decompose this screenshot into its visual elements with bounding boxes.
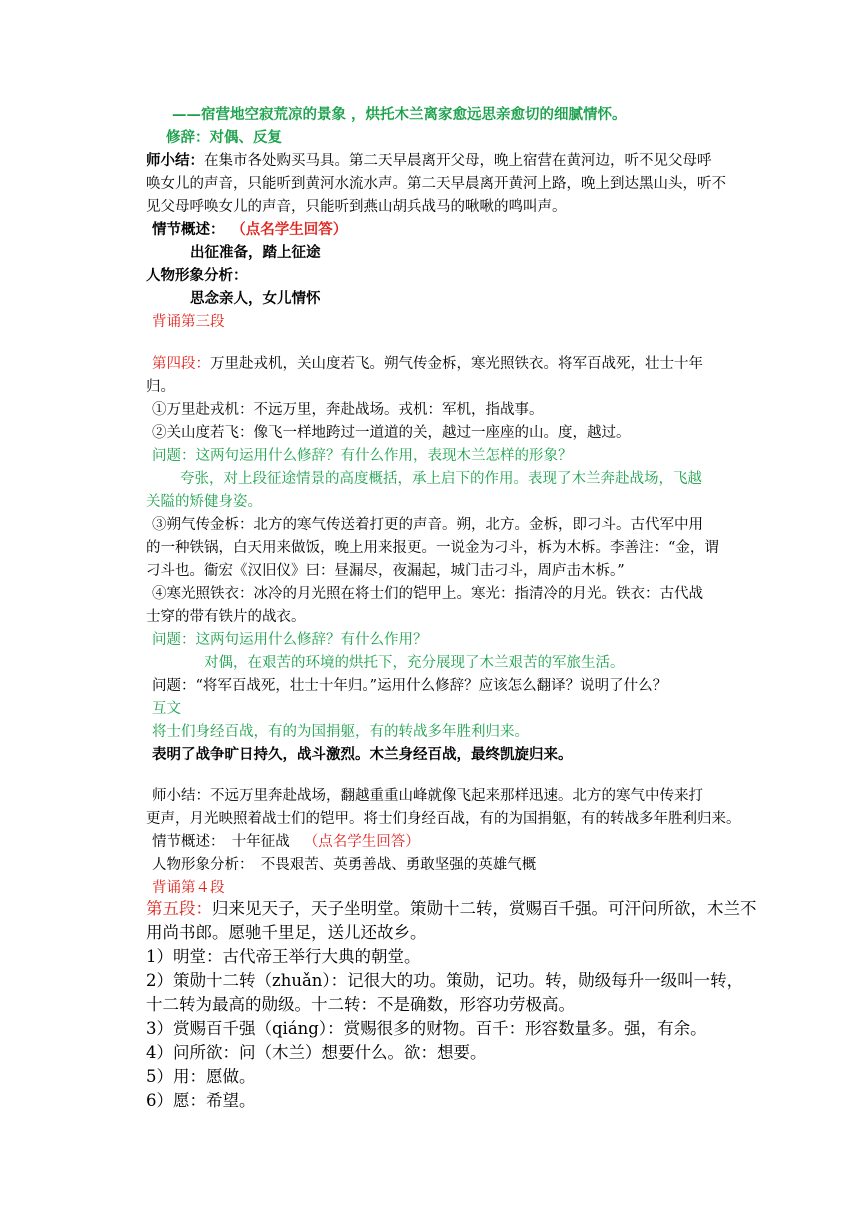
paragraph-line: 更声，月光映照着战士们的铠甲。将士们身经百战，有的为国捐躯，有的转战多年胜利归来。 (146, 811, 741, 827)
annotation-line: ④寒光照铁衣：冰冷的月光照在将士们的铠甲上。寒光：指清冷的月光。铁衣：古代战 (152, 586, 703, 602)
annotation-line: 5）用：愿做。 (146, 1067, 256, 1086)
annotation-line: ①万里赴戎机：不远万里，奔赴战场。戎机：军机，指战事。 (152, 402, 544, 418)
annotation-line: 刁斗也。衞宏《汉旧仪》曰：昼漏尽，夜漏起，城门击刁斗，周庐击木柝。” (146, 563, 625, 579)
rhetoric-line: 修辞：对偶、反复 (166, 129, 282, 146)
annotation-line: 士穿的带有铁片的战衣。 (146, 609, 306, 625)
character-analysis-label: 人物形象分析： (146, 267, 248, 284)
annotation-line: ③朔气传金柝：北方的寒气传送着打更的声音。朔，北方。金柝，即刁斗。古代军中用 (152, 517, 703, 533)
paragraph-line: 用尚书郎。愿驰千里足，送儿还故乡。 (146, 923, 427, 942)
summary-line: ——宿营地空寂荒凉的景象 ，烘托木兰离家愈远思亲愈切的细腻情怀。 (172, 106, 627, 123)
annotation-line: ②关山度若飞：像飞一样地跨过一道道的关，越过一座座的山。度，越过。 (152, 425, 631, 441)
question-line: 问题：这两句运用什么修辞？有什么作用？ (152, 632, 428, 648)
annotation-line: 3）赏赐百千强（qiáng）：赏赐很多的财物。百千：形容数量多。强，有余。 (146, 1019, 707, 1038)
plot-summary-note: （点名学生回答） (303, 834, 420, 850)
teacher-summary-line (146, 150, 712, 172)
section-four-text: 万里赴戎机，关山度若飞。朔气传金柝，寒光照铁衣。将军百战死，壮士十年 (210, 356, 703, 372)
annotation-line: 4）问所欲：问（木兰）想要什么。欲：想要。 (146, 1043, 487, 1062)
section-five-label: 第五段： (146, 899, 212, 918)
conclusion-line: 表明了战争旷日持久，战斗激烈。木兰身经百战，最终凯旋归来。 (152, 746, 573, 763)
answer-line: 对偶，在艰苦的环境的烘托下，充分展现了木兰艰苦的军旅生活。 (204, 655, 625, 671)
answer-line: 将士们身经百战，有的为国捐躯，有的转战多年胜利归来。 (152, 724, 529, 740)
annotation-line: 2）策勋十二转（zhuǎn）：记很大的功。策勋，记功。转，勋级每升一级叫一转， (146, 971, 744, 990)
annotation-line: 十二转为最高的勋级。十二转：不是确数，形容功劳极高。 (146, 995, 575, 1014)
plot-summary-line (152, 831, 420, 853)
plot-summary-answer: 出征准备，踏上征途 (190, 244, 321, 261)
annotation-line: 的一种铁锅，白天用来做饭，晚上用来报更。一说金为刁斗，柝为木柝。李善注：“金，谓 (146, 540, 719, 556)
section-four-label: 第四段： (152, 356, 210, 372)
section-four-line (152, 353, 703, 375)
plot-summary-label: 情节概述： 十年征战 (152, 834, 290, 850)
question-line: 问题：这两句运用什么修辞？有什么作用，表现木兰怎样的形象？ (152, 448, 573, 464)
teacher-summary-line: 师小结：不远万里奔赴战场，翻越重重山峰就像飞起来那样迅速。北方的寒气中传来打 (152, 788, 703, 804)
answer-line: 关隘的矫健身姿。 (146, 494, 262, 510)
recite-instruction: 背诵第４段 (152, 880, 225, 896)
annotation-line: 6）愿：希望。 (146, 1091, 256, 1110)
character-analysis-line: 人物形象分析： 不畏艰苦、英勇善战、勇敢坚强的英雄气概 (152, 857, 537, 873)
annotation-line: 1）明堂：古代帝王举行大典的朝堂。 (146, 947, 421, 966)
answer-line: 互文 (152, 701, 181, 717)
paragraph-line: 唤女儿的声音，只能听到黄河水流水声。第二天早晨离开黄河上路，晚上到达黑山头，听不 (146, 176, 726, 192)
section-five-text: 归来见天子，天子坐明堂。策勋十二转，赏赐百千强。可汗问所欲，木兰不 (212, 899, 757, 918)
character-analysis-answer: 思念亲人，女儿情怀 (190, 290, 321, 307)
paragraph-line: 归。 (146, 379, 175, 395)
section-five-line (146, 897, 757, 921)
paragraph-line: 见父母呼唤女儿的声音，只能听到燕山胡兵战马的啾啾的鸣叫声。 (146, 199, 567, 215)
answer-line: 夸张，对上段征途情景的高度概括，承上启下的作用。表现了木兰奔赴战场，飞越 (180, 471, 702, 487)
plot-summary-note: （点名学生回答） (238, 221, 348, 238)
question-line: 问题：“将军百战死，壮士十年归。”运用什么修辞？应该怎么翻译？说明了什么？ (152, 678, 668, 694)
plot-summary-line (152, 219, 347, 241)
teacher-summary-label: 师小结： (146, 152, 204, 169)
plot-summary-label: 情节概述： (152, 221, 225, 238)
teacher-summary-text: 在集市各处购买马具。第二天早晨离开父母，晚上宿营在黄河边，听不见父母呼 (204, 153, 712, 169)
recite-instruction: 背诵第三段 (152, 314, 225, 330)
